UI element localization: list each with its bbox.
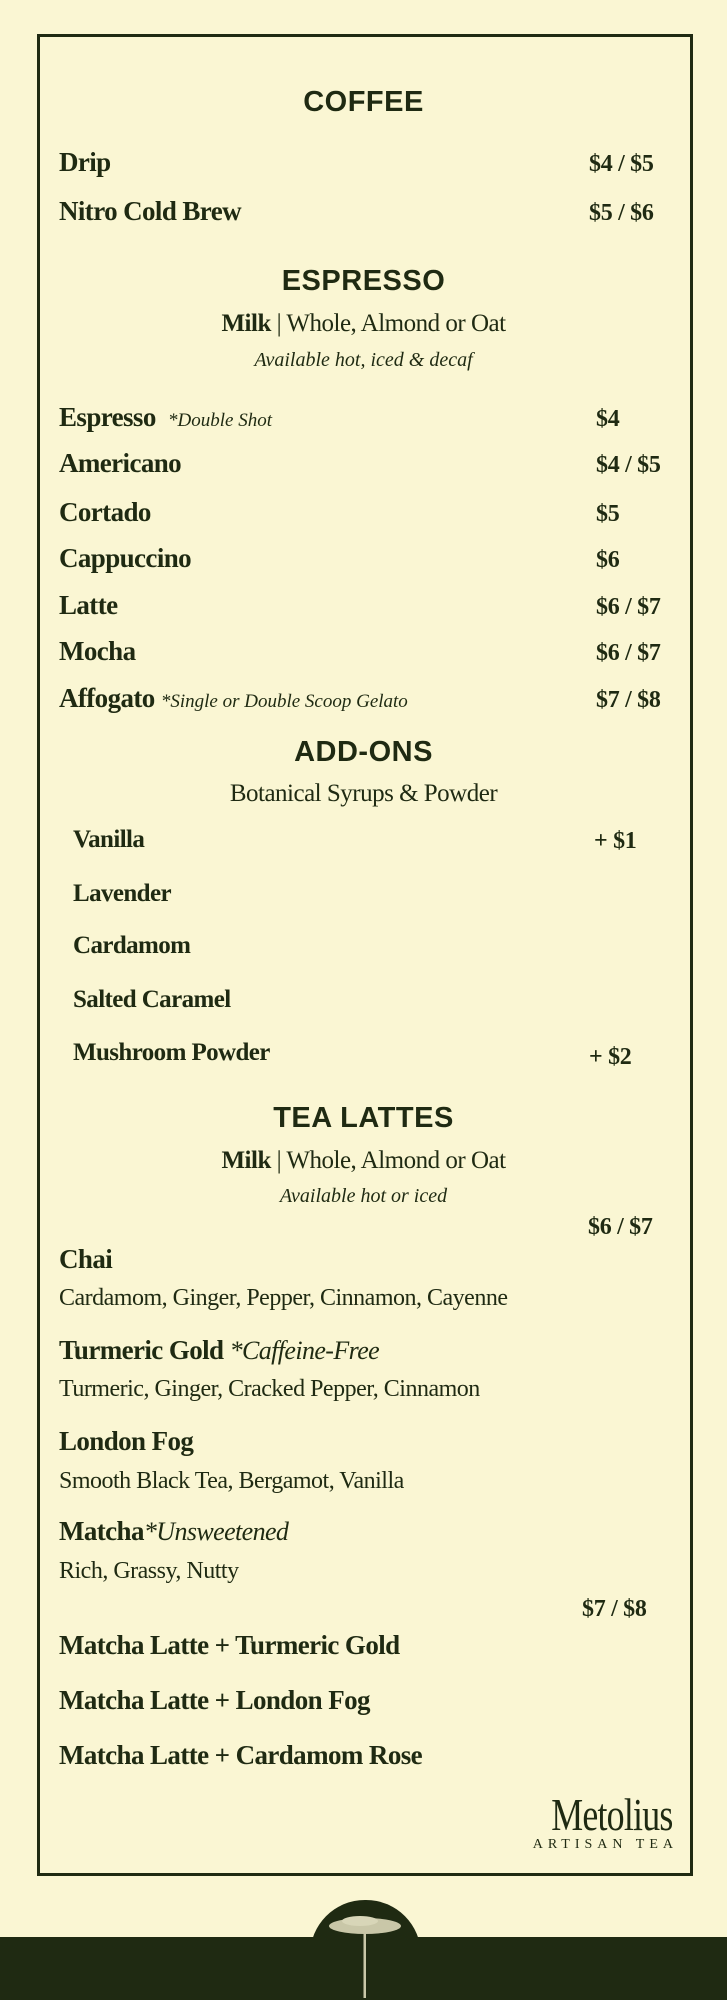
powder-price: + $2 xyxy=(589,1044,632,1070)
tree-icon xyxy=(320,1908,410,2000)
item-name: Espresso xyxy=(59,402,156,432)
brand-tagline: ARTISAN TEA xyxy=(532,1837,678,1852)
item-note: *Caffeine-Free xyxy=(229,1336,380,1365)
brand-logo: Metolius xyxy=(551,1789,673,1840)
price-latte: $6 / $7 xyxy=(596,594,661,620)
milk-label: Milk xyxy=(221,1147,271,1174)
tea-desc-london-fog: Smooth Black Tea, Bergamot, Vanilla xyxy=(59,1468,404,1494)
item-name: Turmeric Gold xyxy=(59,1335,224,1365)
addon-mushroom-powder: Mushroom Powder xyxy=(73,1039,270,1066)
price-mocha: $6 / $7 xyxy=(596,640,661,666)
espresso-availability: Available hot, iced & decaf xyxy=(254,349,473,371)
tea-item-chai: Chai xyxy=(59,1244,113,1274)
price-espresso: $4 xyxy=(596,406,620,432)
item-name: Matcha xyxy=(59,1516,144,1546)
addon-cardamom: Cardamom xyxy=(73,932,191,959)
espresso-heading: ESPRESSO xyxy=(281,265,446,297)
addons-heading: ADD-ONS xyxy=(294,736,433,768)
menu-item-nitro: Nitro Cold Brew xyxy=(59,196,241,226)
milk-options: | Whole, Almond or Oat xyxy=(276,1147,506,1174)
tea-milk-line xyxy=(0,1148,727,1173)
price-cappuccino: $6 xyxy=(596,547,620,573)
menu-item-drip: Drip xyxy=(59,147,111,177)
price-nitro: $5 / $6 xyxy=(589,200,654,226)
tea-item-turmeric-gold xyxy=(59,1337,379,1364)
price-affogato: $7 / $8 xyxy=(596,687,661,713)
menu-item-latte: Latte xyxy=(59,590,118,620)
tea-desc-matcha: Rich, Grassy, Nutty xyxy=(59,1558,239,1584)
tea-item-matcha xyxy=(59,1518,288,1545)
price-cortado: $5 xyxy=(596,501,620,527)
tea-lattes-heading: TEA LATTES xyxy=(273,1102,454,1134)
combo-price: $7 / $8 xyxy=(582,1596,647,1622)
item-note: *Single or Double Scoop Gelato xyxy=(160,691,408,712)
tea-desc-chai: Cardamom, Ginger, Pepper, Cinnamon, Cayenne xyxy=(59,1285,508,1311)
tea-item-london-fog: London Fog xyxy=(59,1426,194,1456)
syrup-price: + $1 xyxy=(594,828,637,854)
menu-item-cortado: Cortado xyxy=(59,497,151,527)
price-drip: $4 / $5 xyxy=(589,151,654,177)
addon-lavender: Lavender xyxy=(73,880,171,907)
price-americano: $4 / $5 xyxy=(596,452,661,478)
item-note: *Double Shot xyxy=(168,410,273,431)
combo-london-fog: Matcha Latte + London Fog xyxy=(59,1685,370,1715)
menu-item-affogato xyxy=(59,685,408,712)
addon-vanilla: Vanilla xyxy=(73,826,145,853)
combo-cardamom-rose: Matcha Latte + Cardamom Rose xyxy=(59,1740,423,1770)
tea-latte-price: $6 / $7 xyxy=(588,1214,653,1240)
combo-turmeric-gold: Matcha Latte + Turmeric Gold xyxy=(59,1630,400,1660)
menu-item-mocha: Mocha xyxy=(59,636,136,666)
tea-availability: Available hot or iced xyxy=(279,1185,448,1207)
milk-options: | Whole, Almond or Oat xyxy=(276,310,506,337)
milk-label: Milk xyxy=(221,310,271,337)
menu-item-cappuccino: Cappuccino xyxy=(59,543,192,573)
addon-salted-caramel: Salted Caramel xyxy=(73,986,231,1013)
item-name: Affogato xyxy=(59,683,155,713)
item-note: *Unsweetened xyxy=(143,1517,289,1546)
tea-desc-turmeric-gold: Turmeric, Ginger, Cracked Pepper, Cinnamon xyxy=(59,1376,480,1402)
menu-item-espresso xyxy=(59,404,272,431)
addons-subtitle: Botanical Syrups & Powder xyxy=(229,780,498,807)
menu-item-americano: Americano xyxy=(59,448,182,478)
espresso-milk-line xyxy=(0,311,727,336)
coffee-heading: COFFEE xyxy=(303,86,424,118)
